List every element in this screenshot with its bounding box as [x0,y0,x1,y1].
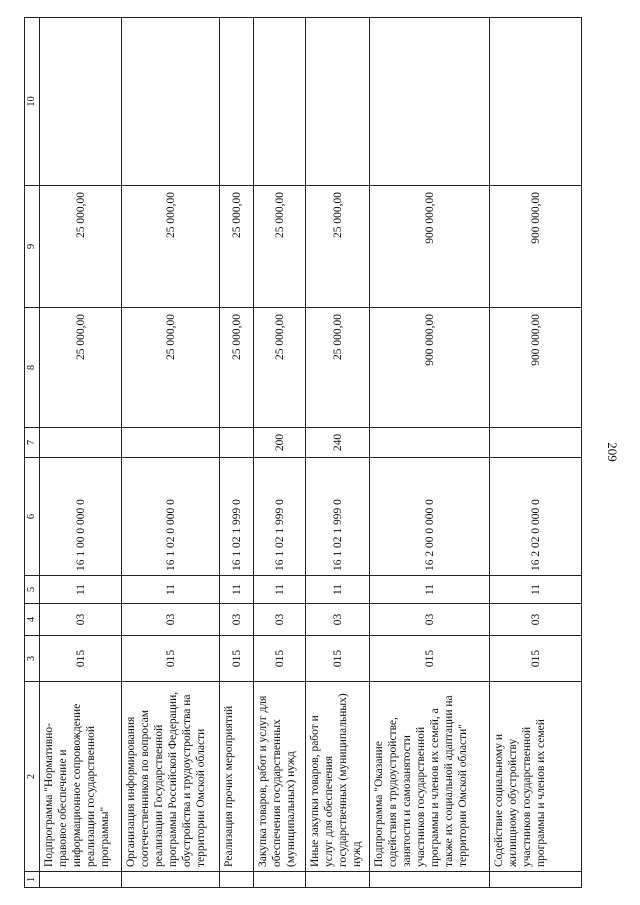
table-row [370,18,490,888]
cell-section: 03 [122,604,220,636]
cell-target-code: 16 2 02 0 000 0 [490,458,582,576]
page-number: 209 [605,442,620,462]
empty-cell [306,872,370,888]
cell-amount: 25 000,00 [122,186,220,308]
cell-amount: 25 000,00 [40,186,122,308]
cell-empty [490,18,582,186]
cell-expense-type: 200 [254,428,306,458]
cell-expense-type [490,428,582,458]
cell-admin-code: 015 [40,636,122,682]
cell-empty [254,18,306,186]
column-header: 3 [25,636,40,682]
cell-admin-code: 015 [370,636,490,682]
cell-amount: 900 000,00 [370,186,490,308]
cell-subsection: 11 [490,576,582,604]
cell-expense-type [122,428,220,458]
table-row [254,18,306,888]
row-name: Иные закупки товаров, работ и услуг для обеспечения государственных (муниципальных) нужд [306,682,370,872]
column-header: 6 [25,458,40,576]
column-header: 2 [25,682,40,872]
cell-amount: 900 000,00 [490,308,582,428]
row-name: Организация информирования соотечественников по вопросам реализации Государственной программы Российской Федерации, обустройства и трудоустройства на территории Омской области [122,682,220,872]
cell-section: 03 [254,604,306,636]
empty-cell [40,872,122,888]
row-name: Реализация прочих мероприятий [220,682,254,872]
cell-target-code: 16 1 02 0 000 0 [122,458,220,576]
row-name: Подпрограмма "Нормативно-правовое обеспечение и информационное сопровождение реализации государственной программы" [40,682,122,872]
cell-target-code: 16 1 00 0 000 0 [40,458,122,576]
table-row [306,18,370,888]
rotated-page [24,18,608,888]
empty-cell [254,872,306,888]
cell-admin-code: 015 [220,636,254,682]
cell-empty [220,18,254,186]
cell-expense-type [40,428,122,458]
cell-amount: 25 000,00 [220,308,254,428]
cell-target-code: 16 1 02 1 999 0 [254,458,306,576]
cell-subsection: 11 [370,576,490,604]
cell-admin-code: 015 [306,636,370,682]
cell-amount: 900 000,00 [490,186,582,308]
empty-cell [122,872,220,888]
table-row [490,18,582,888]
cell-amount: 25 000,00 [254,186,306,308]
cell-amount: 25 000,00 [254,308,306,428]
cell-expense-type: 240 [306,428,370,458]
cell-section: 03 [40,604,122,636]
table-row [40,18,122,888]
column-header: 10 [25,18,40,186]
cell-subsection: 11 [40,576,122,604]
column-header: 7 [25,428,40,458]
cell-expense-type [220,428,254,458]
empty-cell [220,872,254,888]
row-name: Закупка товаров, работ и услуг для обеспечения государственных (муниципальных) нужд [254,682,306,872]
column-header: 1 [25,872,40,888]
cell-empty [40,18,122,186]
cell-subsection: 11 [122,576,220,604]
table-row [122,18,220,888]
row-name: Подпрограмма "Оказание содействия в трудоустройстве, занятости и самозанятости участников государственной программы и членов их семей, а также их социальной адаптации на территории Омской области" [370,682,490,872]
column-number-row [25,18,40,888]
cell-section: 03 [220,604,254,636]
cell-admin-code: 015 [254,636,306,682]
cell-expense-type [370,428,490,458]
cell-amount: 25 000,00 [122,308,220,428]
cell-subsection: 11 [254,576,306,604]
cell-subsection: 11 [220,576,254,604]
column-header: 8 [25,308,40,428]
cell-empty [370,18,490,186]
cell-empty [122,18,220,186]
cell-admin-code: 015 [490,636,582,682]
cell-target-code: 16 1 02 1 999 0 [306,458,370,576]
cell-section: 03 [370,604,490,636]
empty-cell [490,872,582,888]
cell-target-code: 16 1 02 1 999 0 [220,458,254,576]
cell-amount: 25 000,00 [306,308,370,428]
row-name: Содействие социальному и жилищному обустройству участников государственной программы и членов их семей [490,682,582,872]
cell-admin-code: 015 [122,636,220,682]
table-row [220,18,254,888]
cell-section: 03 [490,604,582,636]
empty-cell [370,872,490,888]
cell-amount: 25 000,00 [220,186,254,308]
cell-section: 03 [306,604,370,636]
column-header: 9 [25,186,40,308]
cell-empty [306,18,370,186]
column-header: 5 [25,576,40,604]
cell-target-code: 16 2 00 0 000 0 [370,458,490,576]
cell-amount: 900 000,00 [370,308,490,428]
cell-amount: 25 000,00 [306,186,370,308]
budget-table [24,17,582,888]
column-header: 4 [25,604,40,636]
cell-subsection: 11 [306,576,370,604]
cell-amount: 25 000,00 [40,308,122,428]
